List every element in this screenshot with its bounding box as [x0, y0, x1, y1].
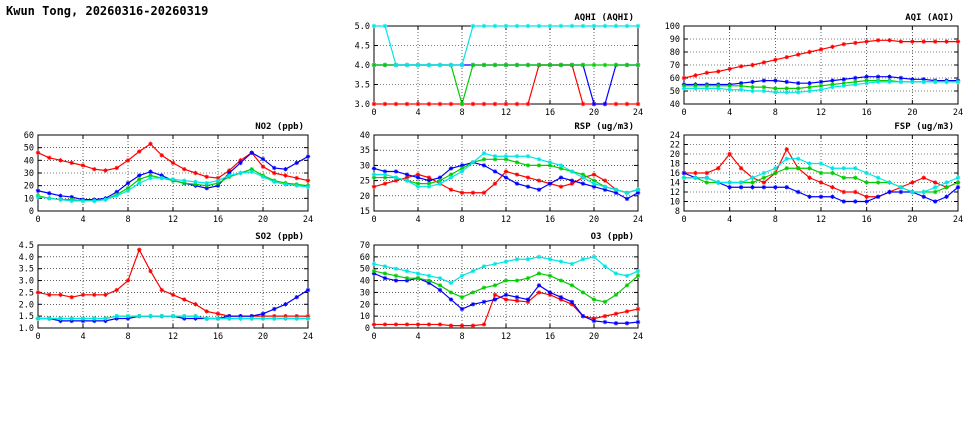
chart-panel-aqhi: [344, 12, 644, 122]
chart-title-fsp: FSP (ug/m3): [894, 122, 954, 132]
svg-text:20: 20: [23, 181, 34, 192]
svg-text:0: 0: [364, 324, 370, 334]
svg-text:4: 4: [80, 332, 86, 342]
svg-text:1.5: 1.5: [18, 312, 34, 323]
chart-title-no2: NO2 (ppb): [255, 122, 304, 132]
svg-text:0: 0: [371, 215, 377, 225]
svg-text:12: 12: [500, 215, 512, 225]
svg-text:20: 20: [669, 150, 680, 160]
svg-text:5.0: 5.0: [354, 22, 370, 32]
svg-text:50: 50: [359, 264, 370, 275]
svg-text:70: 70: [669, 61, 680, 71]
svg-text:3.0: 3.0: [18, 276, 34, 287]
svg-text:8: 8: [459, 332, 465, 342]
svg-text:16: 16: [544, 215, 556, 225]
svg-text:20: 20: [359, 300, 370, 311]
svg-text:20: 20: [257, 332, 269, 342]
svg-text:0: 0: [371, 108, 377, 118]
svg-text:24: 24: [302, 332, 314, 342]
svg-text:0: 0: [681, 108, 687, 118]
chart-title-rsp: RSP (ug/m3): [574, 122, 634, 132]
svg-text:100: 100: [664, 22, 680, 32]
svg-text:4.5: 4.5: [18, 241, 34, 251]
svg-text:12: 12: [669, 188, 680, 198]
svg-text:16: 16: [544, 108, 556, 118]
svg-text:40: 40: [669, 100, 680, 110]
svg-text:4.0: 4.0: [18, 252, 34, 263]
svg-text:3.5: 3.5: [354, 80, 370, 91]
svg-text:2.0: 2.0: [18, 300, 34, 311]
svg-text:0: 0: [35, 215, 41, 225]
svg-text:8: 8: [772, 215, 778, 225]
svg-text:4.5: 4.5: [354, 41, 370, 52]
svg-text:60: 60: [23, 131, 34, 141]
svg-text:12: 12: [167, 332, 179, 342]
svg-text:24: 24: [952, 108, 964, 118]
svg-text:16: 16: [861, 215, 872, 225]
svg-text:16: 16: [861, 108, 872, 118]
svg-text:3.0: 3.0: [354, 100, 370, 110]
svg-text:16: 16: [669, 169, 680, 179]
svg-text:24: 24: [302, 215, 314, 225]
svg-text:20: 20: [907, 215, 918, 225]
svg-text:0: 0: [681, 215, 687, 225]
svg-text:4: 4: [727, 108, 733, 118]
svg-text:40: 40: [359, 276, 370, 287]
svg-text:60: 60: [669, 74, 680, 84]
svg-text:15: 15: [359, 207, 370, 217]
svg-text:16: 16: [544, 332, 556, 342]
chart-title-so2: SO2 (ppb): [255, 232, 304, 242]
svg-text:10: 10: [359, 312, 370, 323]
svg-text:20: 20: [588, 332, 600, 342]
svg-text:12: 12: [500, 108, 512, 118]
svg-text:20: 20: [588, 215, 600, 225]
svg-text:20: 20: [257, 215, 269, 225]
svg-text:8: 8: [125, 215, 131, 225]
chart-panel-so2: [8, 231, 314, 346]
chart-title-aqhi: AQHI (AQHI): [574, 13, 634, 23]
svg-text:35: 35: [359, 146, 370, 157]
svg-text:18: 18: [669, 159, 680, 170]
svg-text:8: 8: [459, 215, 465, 225]
svg-text:8: 8: [772, 108, 778, 118]
svg-text:14: 14: [669, 178, 680, 189]
svg-text:12: 12: [167, 215, 179, 225]
chart-panel-aqi: [654, 12, 964, 122]
chart-panel-o3: [344, 231, 644, 346]
svg-text:24: 24: [632, 215, 644, 225]
svg-text:4.0: 4.0: [354, 61, 370, 71]
svg-text:4: 4: [415, 108, 421, 118]
svg-text:20: 20: [907, 108, 918, 118]
svg-text:4: 4: [80, 215, 86, 225]
svg-text:12: 12: [815, 108, 827, 118]
svg-text:20: 20: [588, 108, 600, 118]
chart-title-aqi: AQI (AQI): [905, 13, 954, 23]
svg-text:8: 8: [459, 108, 465, 118]
svg-text:20: 20: [359, 191, 370, 202]
chart-panel-no2: [8, 121, 314, 229]
svg-text:30: 30: [23, 169, 34, 179]
svg-text:0: 0: [28, 207, 34, 217]
svg-text:30: 30: [359, 288, 370, 299]
svg-text:60: 60: [359, 252, 370, 263]
svg-text:40: 40: [23, 156, 34, 167]
svg-text:0: 0: [371, 332, 377, 342]
svg-text:22: 22: [669, 140, 680, 151]
svg-text:80: 80: [669, 48, 680, 58]
svg-text:24: 24: [952, 215, 964, 225]
svg-text:24: 24: [632, 108, 644, 118]
svg-text:12: 12: [500, 332, 512, 342]
svg-text:8: 8: [674, 207, 680, 217]
svg-text:50: 50: [23, 143, 34, 154]
svg-text:2.5: 2.5: [18, 288, 34, 299]
svg-text:24: 24: [632, 332, 644, 342]
svg-text:1.0: 1.0: [18, 324, 34, 334]
svg-text:10: 10: [23, 194, 34, 205]
svg-text:30: 30: [359, 161, 370, 172]
svg-text:16: 16: [212, 332, 224, 342]
svg-text:4: 4: [415, 215, 421, 225]
svg-text:25: 25: [359, 176, 370, 187]
chart-panel-fsp: [654, 121, 964, 229]
svg-text:4: 4: [415, 332, 421, 342]
svg-text:16: 16: [212, 215, 224, 225]
svg-text:4: 4: [727, 215, 733, 225]
svg-text:40: 40: [359, 131, 370, 141]
svg-text:24: 24: [669, 131, 680, 141]
svg-text:10: 10: [669, 197, 680, 208]
svg-text:8: 8: [125, 332, 131, 342]
svg-text:12: 12: [815, 215, 827, 225]
svg-text:90: 90: [669, 35, 680, 45]
chart-title-o3: O3 (ppb): [590, 232, 634, 242]
svg-text:3.5: 3.5: [18, 264, 34, 275]
svg-text:70: 70: [359, 241, 370, 251]
page-title: Kwun Tong, 20260316-20260319: [6, 4, 209, 18]
svg-text:50: 50: [669, 87, 680, 97]
svg-text:0: 0: [35, 332, 41, 342]
chart-panel-rsp: [344, 121, 644, 229]
